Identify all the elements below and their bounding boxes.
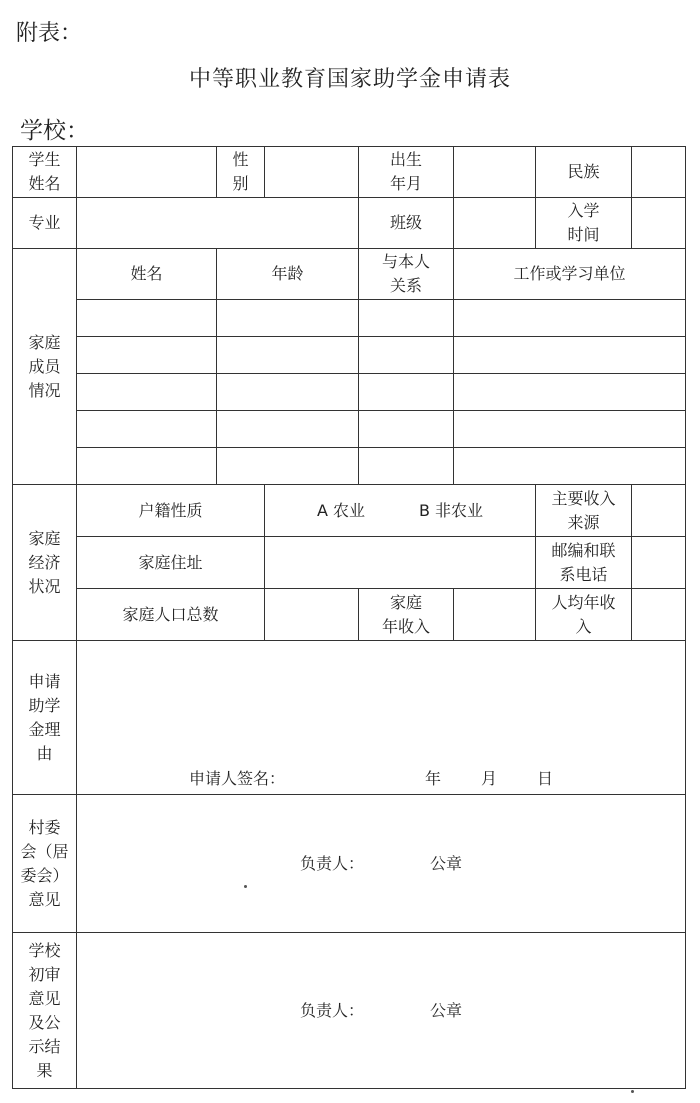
family-work-cell[interactable]	[454, 337, 686, 374]
birth-date-label: 出生 年月	[359, 147, 454, 198]
household-row	[13, 485, 686, 537]
address-row	[13, 537, 686, 589]
day-label: 日	[536, 769, 553, 788]
family-name-cell[interactable]	[77, 448, 217, 485]
family-header-row	[13, 249, 686, 300]
application-form-table	[12, 146, 686, 1089]
family-age-cell[interactable]	[217, 374, 359, 411]
option-non-agricultural[interactable]: B 非农业	[418, 500, 484, 520]
family-population-field[interactable]	[265, 589, 359, 641]
school-stamp-line	[77, 999, 685, 1023]
school-review-section-label: 学校 初审 意见 及公 示结 果	[13, 933, 77, 1089]
annual-income-label: 家庭 年收入	[359, 589, 454, 641]
family-col-age: 年龄	[217, 249, 359, 300]
student-name-label: 学生 姓名	[13, 147, 77, 198]
reason-section-label: 申请 助学 金理 由	[13, 641, 77, 795]
major-row	[13, 198, 686, 249]
village-opinion-row	[13, 795, 686, 933]
enrollment-time-field[interactable]	[632, 198, 686, 249]
scan-speck	[631, 1090, 634, 1093]
form-title: 中等职业教育国家助学金申请表	[188, 67, 511, 92]
family-name-cell[interactable]	[77, 300, 217, 337]
annual-income-field[interactable]	[454, 589, 536, 641]
month-label: 月	[480, 769, 497, 788]
family-col-work: 工作或学习单位	[454, 249, 686, 300]
family-relation-cell[interactable]	[359, 337, 454, 374]
per-capita-income-field[interactable]	[632, 589, 686, 641]
family-population-label: 家庭人口总数	[77, 589, 265, 641]
scan-speck	[244, 885, 247, 888]
family-name-cell[interactable]	[77, 337, 217, 374]
family-work-cell[interactable]	[454, 411, 686, 448]
family-member-row	[13, 411, 686, 448]
household-type-options[interactable]	[265, 485, 536, 537]
home-address-field[interactable]	[265, 537, 536, 589]
village-opinion-field[interactable]	[77, 795, 686, 933]
family-member-row	[13, 448, 686, 485]
gender-label: 性 别	[217, 147, 265, 198]
home-address-label: 家庭住址	[77, 537, 265, 589]
school-seal-label: 公章	[430, 1000, 463, 1020]
income-row	[13, 589, 686, 641]
family-age-cell[interactable]	[217, 411, 359, 448]
major-label: 专业	[13, 198, 77, 249]
class-field[interactable]	[454, 198, 536, 249]
reason-row	[13, 641, 686, 795]
income-source-field[interactable]	[632, 485, 686, 537]
family-relation-cell[interactable]	[359, 448, 454, 485]
village-opinion-section-label: 村委 会（居 委会） 意见	[13, 795, 77, 933]
family-name-cell[interactable]	[77, 374, 217, 411]
school-label: 学校：	[20, 118, 89, 144]
reason-field[interactable]	[77, 641, 686, 795]
village-responsible-label: 负责人：	[299, 853, 364, 873]
family-member-row	[13, 374, 686, 411]
family-age-cell[interactable]	[217, 448, 359, 485]
family-member-row	[13, 300, 686, 337]
school-responsible-label: 负责人：	[299, 1000, 364, 1020]
ethnicity-label: 民族	[536, 147, 632, 198]
income-source-label: 主要收入 来源	[536, 485, 632, 537]
family-name-cell[interactable]	[77, 411, 217, 448]
school-review-row	[13, 933, 686, 1089]
applicant-signature-line	[77, 766, 685, 792]
village-seal-label: 公章	[430, 853, 463, 873]
per-capita-income-label: 人均年收 入	[536, 589, 632, 641]
economic-section-label: 家庭 经济 状况	[13, 485, 77, 641]
village-stamp-line	[77, 852, 685, 876]
household-type-label: 户籍性质	[77, 485, 265, 537]
school-review-field[interactable]	[77, 933, 686, 1089]
family-work-cell[interactable]	[454, 374, 686, 411]
year-label: 年	[424, 769, 441, 788]
contact-field[interactable]	[632, 537, 686, 589]
applicant-signature-label: 申请人签名：	[188, 769, 285, 788]
family-work-cell[interactable]	[454, 300, 686, 337]
birth-date-field[interactable]	[454, 147, 536, 198]
student-info-row	[13, 147, 686, 198]
family-member-row	[13, 337, 686, 374]
class-label: 班级	[359, 198, 454, 249]
option-agricultural[interactable]: A 农业	[316, 500, 365, 520]
family-col-relation: 与本人 关系	[359, 249, 454, 300]
gender-field[interactable]	[265, 147, 359, 198]
family-members-section-label: 家庭 成员 情况	[13, 249, 77, 485]
family-age-cell[interactable]	[217, 300, 359, 337]
family-relation-cell[interactable]	[359, 300, 454, 337]
ethnicity-field[interactable]	[632, 147, 686, 198]
student-name-field[interactable]	[77, 147, 217, 198]
family-relation-cell[interactable]	[359, 374, 454, 411]
attachment-label: 附表：	[16, 21, 83, 46]
family-relation-cell[interactable]	[359, 411, 454, 448]
family-work-cell[interactable]	[454, 448, 686, 485]
family-col-name: 姓名	[77, 249, 217, 300]
contact-label: 邮编和联 系电话	[536, 537, 632, 589]
family-age-cell[interactable]	[217, 337, 359, 374]
major-field[interactable]	[77, 198, 359, 249]
enrollment-time-label: 入学 时间	[536, 198, 632, 249]
